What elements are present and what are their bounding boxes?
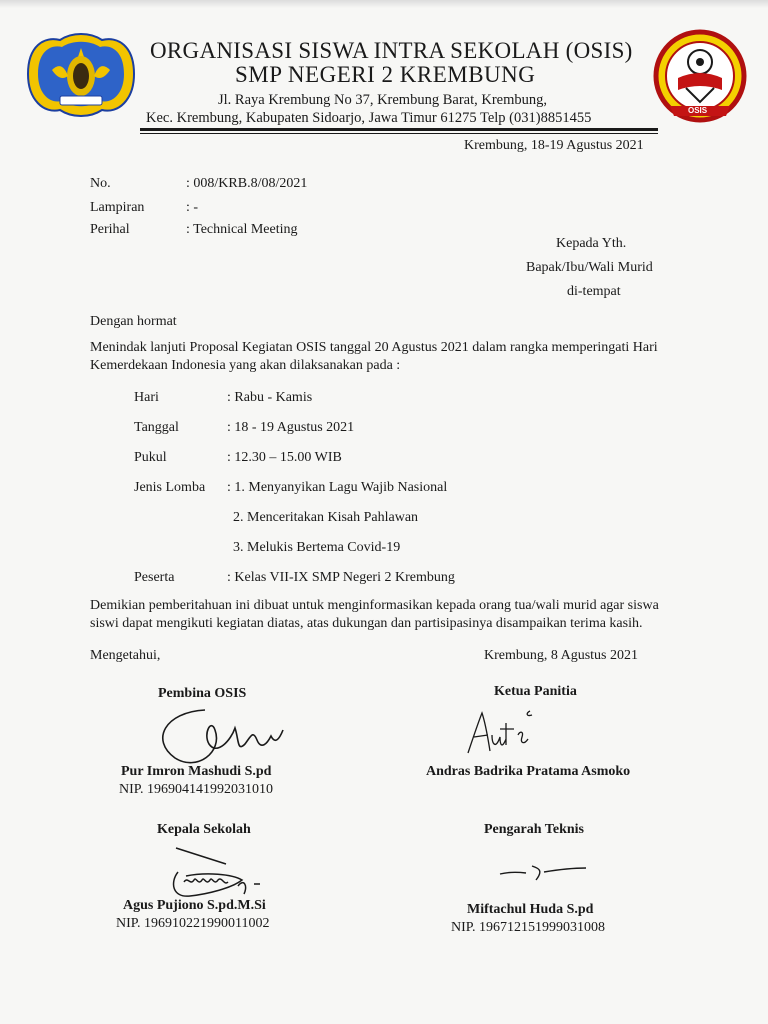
meta-label-subject: Perihal xyxy=(90,222,130,237)
closing-line-1: Demikian pemberitahuan ini dibuat untuk menginformasikan kepada orang tua/wali murid agar siswa xyxy=(90,598,659,613)
meta-value-number: : 008/KRB.8/08/2021 xyxy=(186,176,308,191)
detail-value-day: : Rabu - Kamis xyxy=(227,390,313,405)
closing-line-2: siswi dapat mengikuti kegiatan diatas, atas dukungan dan partisipasinya disampaikan terima kasih. xyxy=(90,616,643,631)
detail-label-day: Hari xyxy=(134,390,159,405)
greeting: Dengan hormat xyxy=(90,314,177,329)
signatory-title-principal: Kepala Sekolah xyxy=(157,822,251,837)
detail-label-competition: Jenis Lomba xyxy=(134,480,206,495)
address-line-1: Jl. Raya Krembung No 37, Krembung Barat, Krembung, xyxy=(218,92,548,108)
detail-value-date: : 18 - 19 Agustus 2021 xyxy=(227,420,355,435)
signatory-nip-principal: NIP. 196910221990011002 xyxy=(116,916,270,931)
meta-label-attachment: Lampiran xyxy=(90,200,145,215)
detail-value-competition-3: 3. Melukis Bertema Covid-19 xyxy=(233,540,401,555)
signatory-name-advisor: Pur Imron Mashudi S.pd xyxy=(121,764,272,779)
osis-logo-label: OSIS xyxy=(688,106,708,115)
signatory-title-technical-director: Pengarah Teknis xyxy=(484,822,584,837)
letterhead-rule-thick xyxy=(140,128,658,131)
meta-value-subject: : Technical Meeting xyxy=(186,222,298,237)
signatory-nip-technical-director: NIP. 196712151999031008 xyxy=(451,920,606,935)
signatory-name-principal: Agus Pujiono S.pd.M.Si xyxy=(123,898,266,913)
sign-place-date: Krembung, 8 Agustus 2021 xyxy=(484,648,638,663)
signature-committee-chair xyxy=(462,705,542,760)
meta-value-attachment: : - xyxy=(186,200,199,215)
detail-value-competition-2: 2. Menceritakan Kisah Pahlawan xyxy=(233,510,419,525)
detail-value-participants: : Kelas VII-IX SMP Negeri 2 Krembung xyxy=(227,570,455,585)
paper-top-edge xyxy=(0,0,768,8)
meta-label-number: No. xyxy=(90,176,111,191)
detail-label-time: Pukul xyxy=(134,450,167,465)
detail-value-time: : 12.30 – 15.00 WIB xyxy=(227,450,342,465)
acknowledged-label: Mengetahui, xyxy=(90,648,161,663)
letterhead-rule-thin xyxy=(140,133,658,134)
signatory-title-advisor: Pembina OSIS xyxy=(158,686,247,701)
intro-line-2: Kemerdekaan Indonesia yang akan dilaksanakan pada : xyxy=(90,358,401,373)
signature-advisor xyxy=(145,700,305,770)
signatory-name-committee-chair: Andras Badrika Pratama Asmoko xyxy=(426,764,631,779)
detail-label-date: Tanggal xyxy=(134,420,179,435)
detail-value-competition-1: : 1. Menyanyikan Lagu Wajib Nasional xyxy=(227,480,448,495)
signatory-title-committee-chair: Ketua Panitia xyxy=(494,684,577,699)
school-emblem-logo xyxy=(22,30,140,120)
recipient-line-1: Kepada Yth. xyxy=(556,236,627,251)
signatory-nip-advisor: NIP. 196904141992031010 xyxy=(119,782,274,797)
signature-technical-director xyxy=(496,858,592,888)
letter-place-date: Krembung, 18-19 Agustus 2021 xyxy=(464,138,644,153)
signatory-name-technical-director: Miftachul Huda S.pd xyxy=(467,902,594,917)
address-line-2: Kec. Krembung, Kabupaten Sidoarjo, Jawa Timur 61275 Telp (031)8851455 xyxy=(146,110,592,126)
recipient-line-3: di-tempat xyxy=(567,284,621,299)
detail-label-participants: Peserta xyxy=(134,570,175,585)
intro-line-1: Menindak lanjuti Proposal Kegiatan OSIS tanggal 20 Agustus 2021 dalam rangka memperingati Hari xyxy=(90,340,658,355)
school-name: SMP NEGERI 2 KREMBUNG xyxy=(235,62,536,87)
organization-name: ORGANISASI SISWA INTRA SEKOLAH (OSIS) xyxy=(150,38,633,63)
osis-emblem-logo xyxy=(650,26,750,126)
recipient-line-2: Bapak/Ibu/Wali Murid xyxy=(526,260,653,275)
